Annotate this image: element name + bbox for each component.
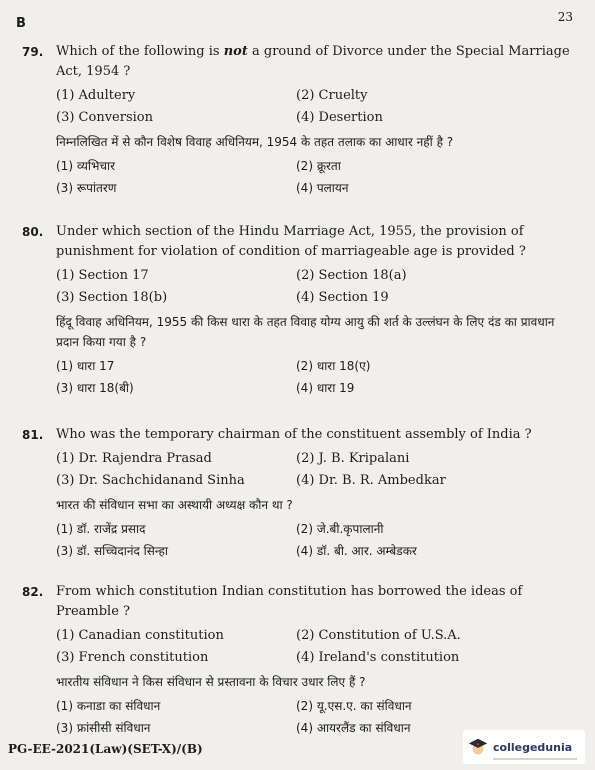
question-text-hindi: निम्नलिखित में से कौन विशेष विवाह अधिनियम, 1954 के तहत तलाक का आधार नहीं है ? xyxy=(56,135,454,149)
option-1: (1) Canadian constitution xyxy=(56,628,224,643)
question-text: Under which section of the Hindu Marriage Act, 1955, the provision of punishment for violation of condition of marriageable age is provided ? xyxy=(56,224,526,259)
option-1: (1) Adultery xyxy=(56,88,136,103)
option-3: (3) Conversion xyxy=(56,110,153,125)
question-number: 81. xyxy=(22,428,44,442)
option-3-hindi: (3) फ्रांसीसी संविधान xyxy=(56,721,151,735)
option-4-hindi: (4) डॉ. बी. आर. अम्बेडकर xyxy=(296,544,417,558)
option-4-hindi: (4) पलायन xyxy=(296,181,349,195)
option-3-hindi: (3) धारा 18(बी) xyxy=(56,381,134,395)
page-number: 23 xyxy=(557,10,573,24)
question-number: 79. xyxy=(22,45,44,59)
options-hindi xyxy=(56,519,573,561)
option-2: (2) Section 18(a) xyxy=(296,268,407,283)
option-1-hindi: (1) कनाडा का संविधान xyxy=(56,699,161,713)
set-letter: B xyxy=(16,16,26,31)
option-2-hindi: (2) क्रूरता xyxy=(296,159,341,173)
option-4-hindi: (4) धारा 19 xyxy=(296,381,355,395)
emphasis-not: not xyxy=(223,44,248,59)
option-3: (3) French constitution xyxy=(56,650,209,665)
option-3: (3) Dr. Sachchidanand Sinha xyxy=(56,473,245,488)
question-79 xyxy=(22,42,573,198)
option-2-hindi: (2) जे.बी.कृपालानी xyxy=(296,522,384,536)
option-3: (3) Section 18(b) xyxy=(56,290,168,305)
options-english xyxy=(56,86,573,128)
question-81 xyxy=(22,425,573,561)
options-english xyxy=(56,626,573,668)
option-2: (2) Cruelty xyxy=(296,88,368,103)
question-text: From which constitution Indian constitution has borrowed the ideas of Preamble ? xyxy=(56,584,523,619)
option-2-hindi: (2) यू.एस.ए. का संविधान xyxy=(296,699,412,713)
footer-code: PG-EE-2021(Law)(SET-X)/(B) xyxy=(8,742,203,756)
question-text-hindi: हिंदू विवाह अधिनियम, 1955 की किस धारा के तहत विवाह योग्य आयु की शर्त के उल्लंघन के लिए दंड का प्रावधान प्रदान किया गया है ? xyxy=(56,315,555,349)
options-hindi xyxy=(56,356,573,398)
question-number: 80. xyxy=(22,225,44,239)
option-4-hindi: (4) आयरलैंड का संविधान xyxy=(296,721,411,735)
collegedunia-watermark xyxy=(463,730,585,764)
option-1: (1) Dr. Rajendra Prasad xyxy=(56,451,212,466)
option-1-hindi: (1) धारा 17 xyxy=(56,359,115,373)
option-4: (4) Desertion xyxy=(296,110,383,125)
question-text: Which of the following is not a ground of Divorce under the Special Marriage Act, 1954 ? xyxy=(56,44,570,79)
option-4: (4) Dr. B. R. Ambedkar xyxy=(296,473,446,488)
question-text-hindi: भारतीय संविधान ने किस संविधान से प्रस्तावना के विचार उधार लिए हैं ? xyxy=(56,675,366,689)
question-80 xyxy=(22,222,573,398)
option-4: (4) Ireland's constitution xyxy=(296,650,460,665)
question-text-hindi: भारत की संविधान सभा का अस्थायी अध्यक्ष कौन था ? xyxy=(56,498,293,512)
option-1: (1) Section 17 xyxy=(56,268,149,283)
graduate-cap-icon xyxy=(467,736,489,758)
options-hindi xyxy=(56,156,573,198)
question-number: 82. xyxy=(22,585,44,599)
option-3-hindi: (3) रूपांतरण xyxy=(56,181,117,195)
question-82 xyxy=(22,582,573,738)
option-1-hindi: (1) डॉ. राजेंद्र प्रसाद xyxy=(56,522,146,536)
option-3-hindi: (3) डॉ. सच्चिदानंद सिन्हा xyxy=(56,544,168,558)
question-text: Who was the temporary chairman of the constituent assembly of India ? xyxy=(56,427,532,442)
options-english xyxy=(56,449,573,491)
option-1-hindi: (1) व्यभिचार xyxy=(56,159,116,173)
options-english xyxy=(56,266,573,308)
option-2: (2) Constitution of U.S.A. xyxy=(296,628,461,643)
brand-name: collegedunia xyxy=(493,740,573,754)
option-4: (4) Section 19 xyxy=(296,290,389,305)
option-2: (2) J. B. Kripalani xyxy=(296,451,410,466)
option-2-hindi: (2) धारा 18(ए) xyxy=(296,359,371,373)
brand-tagline-bar xyxy=(493,758,577,760)
